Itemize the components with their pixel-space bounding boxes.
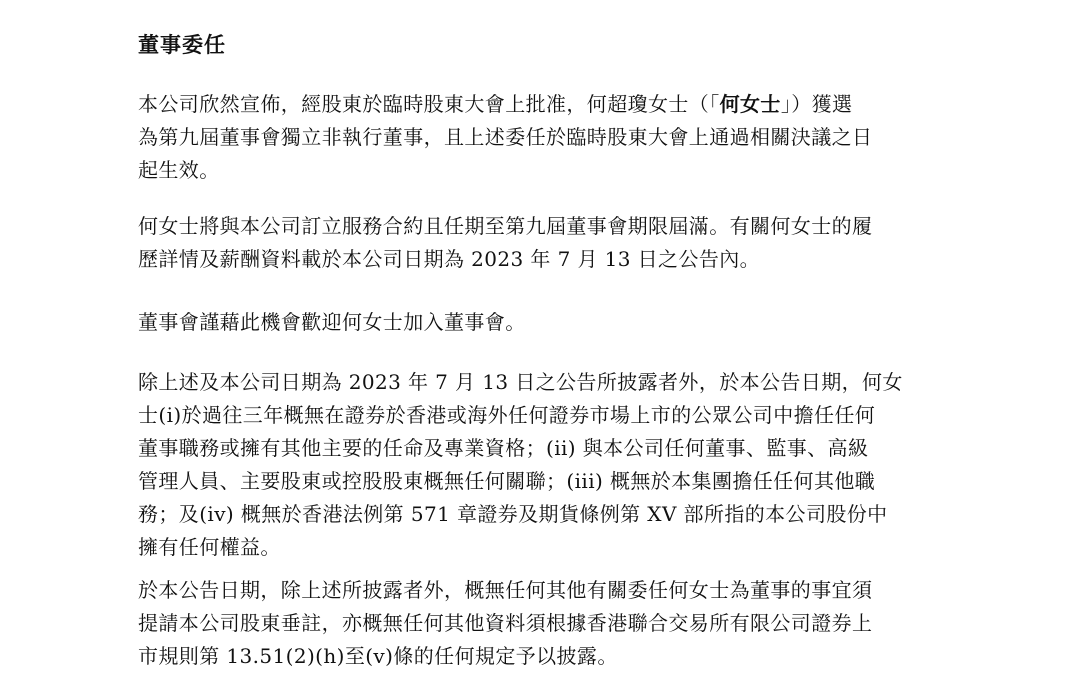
paragraph-line: 管理人員、主要股東或控股股東概無任何關聯；(iii) 概無於本集團擔任任何其他職 [138,469,876,493]
paragraph-disclosure [138,366,903,564]
defined-term: 何女士 [719,92,781,116]
paragraph-line: 除上述及本公司日期為 2023 年 7 月 13 日之公告所披露者外，於本公告日期，何女 [138,370,903,394]
paragraph-line: 提請本公司股東垂註，亦概無任何其他資料須根據香港聯合交易所有限公司證券上 [138,611,873,635]
section-heading: 董事委任 [138,32,226,57]
line-text: 」）獲選 [780,92,853,116]
line-text: 本公司欣然宣佈，經股東於臨時股東大會上批准，何超瓊女士（「 [138,92,720,116]
paragraph-line: 何女士將與本公司訂立服務合約且任期至第九屆董事會期限屆滿。有關何女士的履 [138,214,873,238]
paragraph-line: 董事職務或擁有其他主要的任命及專業資格；(ii) 與本公司任何董事、監事、高級 [138,436,869,460]
paragraph-appointment [138,88,872,187]
paragraph-line: 歷詳情及薪酬資料載於本公司日期為 2023 年 7 月 13 日之公告內。 [138,247,761,271]
paragraph-line: 擁有任何權益。 [138,535,281,559]
paragraph-line: 起生效。 [138,158,220,182]
paragraph-other-matters [138,574,872,673]
paragraph-line: 為第九屆董事會獨立非執行董事，且上述委任於臨時股東大會上通過相關決議之日 [138,125,873,149]
paragraph-line: 董事會謹藉此機會歡迎何女士加入董事會。 [138,310,526,334]
paragraph-welcome [138,306,526,339]
paragraph-line: 於本公告日期，除上述所披露者外，概無任何其他有關委任何女士為董事的事宜須 [138,578,873,602]
paragraph-service-contract [138,210,872,276]
paragraph-line: 士(i)於過往三年概無在證券於香港或海外任何證券市場上市的公眾公司中擔任任何 [138,403,876,427]
paragraph-line: 市規則第 13.51(2)(h)至(v)條的任何規定予以披露。 [138,644,618,668]
paragraph-line: 務；及(iv) 概無於香港法例第 571 章證券及期貨條例第 XV 部所指的本公司股份中 [138,502,888,526]
paragraph-line [138,88,872,121]
